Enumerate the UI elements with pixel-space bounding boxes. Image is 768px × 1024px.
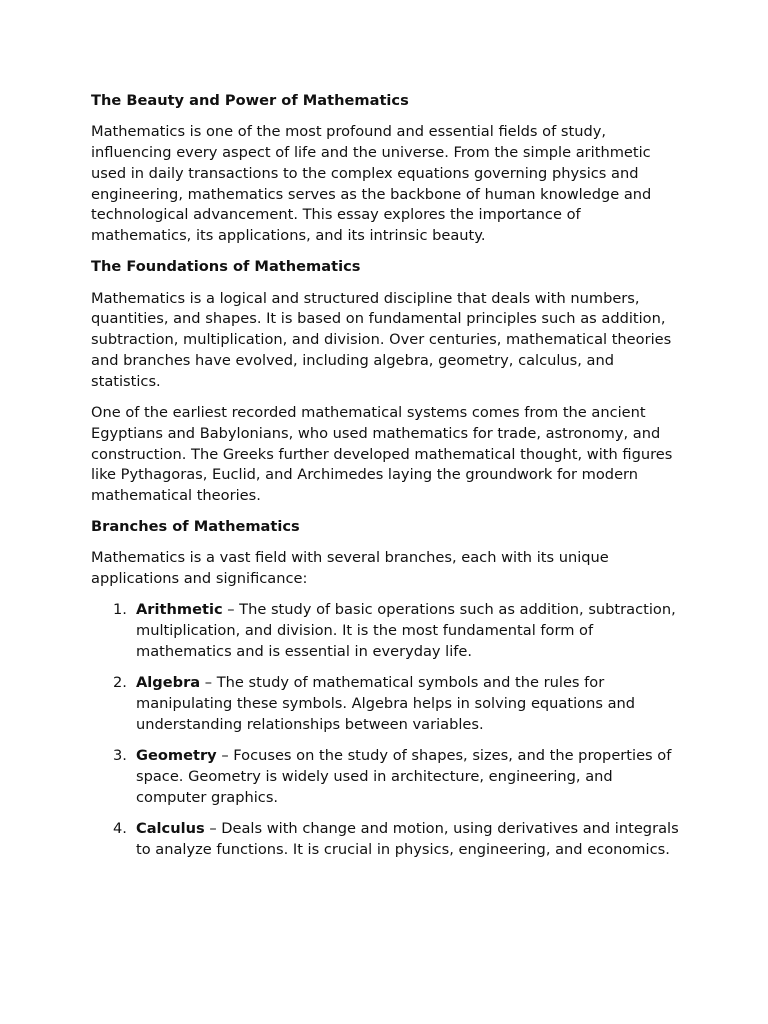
list-item-description: – Deals with change and motion, using derivatives and integrals to analyze functions. It is crucial in physics, engineering, and economics. xyxy=(136,819,679,858)
list-item-term: Algebra xyxy=(136,674,201,692)
document-title: The Beauty and Power of Mathematics xyxy=(91,92,409,109)
list-item-description: – The study of basic operations such as addition, subtraction, multiplication, and division. It is the most fundamental form of mathematics and is essential in everyday life. xyxy=(136,601,676,661)
list-item xyxy=(91,673,681,735)
foundations-paragraph-2: One of the earliest recorded mathematical systems comes from the ancient Egyptians and Babylonians, who used mathematics for trade, astronomy, and construction. The Greeks further developed mathematical thought, with figures like Pythagoras, Euclid, and Archimedes laying the groundwork for modern mathematical theories. xyxy=(91,403,673,505)
list-item xyxy=(91,600,681,662)
list-item-description: – Focuses on the study of shapes, sizes, and the properties of space. Geometry is widely used in architecture, engineering, and computer graphics. xyxy=(136,747,672,806)
list-item xyxy=(91,819,681,861)
list-item-description: – The study of mathematical symbols and the rules for manipulating these symbols. Algebra helps in solving equations and understanding relationships between variables. xyxy=(136,674,636,733)
document-page xyxy=(91,91,681,871)
list-item-term: Geometry xyxy=(136,747,217,765)
list-item-number: 2. xyxy=(113,674,127,692)
branches-intro: Mathematics is a vast field with several branches, each with its unique applications and significance: xyxy=(91,549,609,588)
list-item-term: Arithmetic xyxy=(136,601,223,619)
list-item-number: 3. xyxy=(113,747,127,765)
foundations-paragraph-1: Mathematics is a logical and structured discipline that deals with numbers, quantities, and shapes. It is based on fundamental principles such as addition, subtraction, multiplication, and division. Over centuries, mathematical theories and branches have evolved, including algebra, geometry, calculus, and statistics. xyxy=(91,289,672,390)
foundations-heading: The Foundations of Mathematics xyxy=(91,258,361,276)
list-item xyxy=(91,746,681,808)
intro-paragraph: Mathematics is one of the most profound and essential fields of study, influencing every aspect of life and the universe. From the simple arithmetic used in daily transactions to the complex equations governing physics and engineering, mathematics serves as the backbone of human knowledge and technological advancement. This essay explores the importance of mathematics, its applications, and its intrinsic beauty. xyxy=(91,123,652,245)
branches-heading: Branches of Mathematics xyxy=(91,518,300,536)
list-item-term: Calculus xyxy=(136,819,205,837)
list-item-number: 1. xyxy=(113,601,127,619)
list-item-number: 4. xyxy=(113,819,127,837)
branches-list xyxy=(91,600,681,860)
